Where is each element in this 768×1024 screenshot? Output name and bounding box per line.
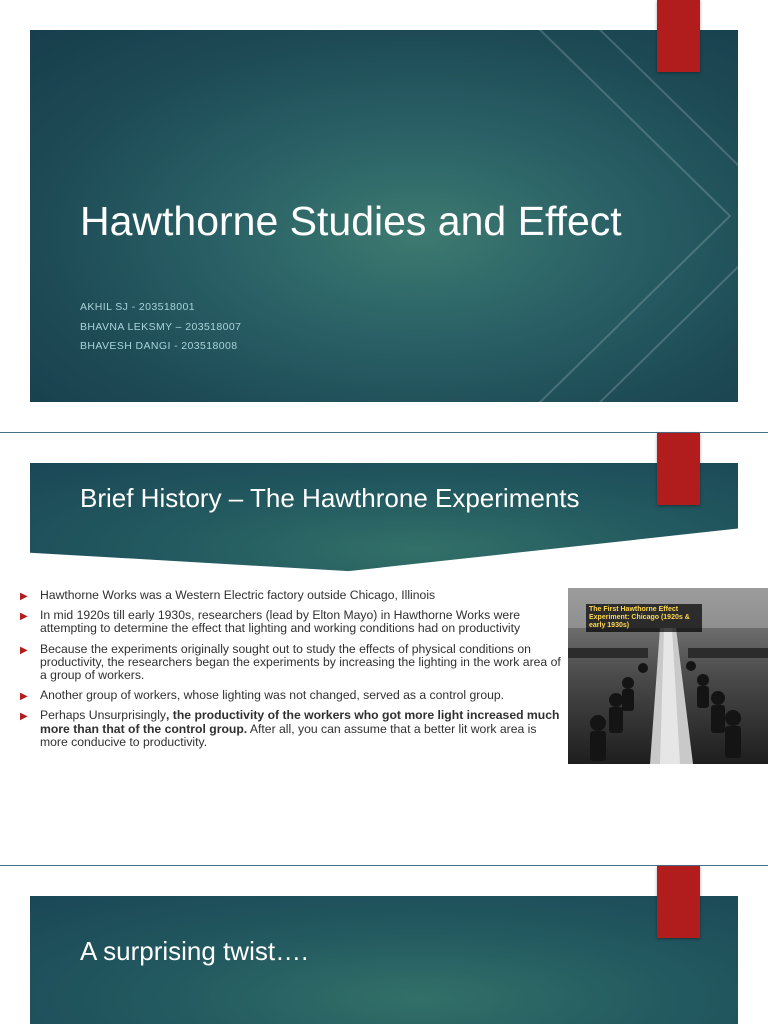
bullet-text: Hawthorne Works was a Western Electric factory outside Chicago, Illinois xyxy=(40,588,436,602)
author-line: BHAVESH DANGI - 203518008 xyxy=(80,340,238,352)
list-item xyxy=(20,689,565,702)
list-item xyxy=(20,709,565,749)
triangle-bullet-icon: ▶ xyxy=(20,591,28,602)
photo-caption: The First Hawthorne Effect Experiment: Chicago (1920s & early 1930s) xyxy=(586,604,702,632)
bullet-text: In mid 1920s till early 1930s, researchers (lead by Elton Mayo) in Hawthorne Works were attempting to determine the effect that lighting and working conditions had on productivity xyxy=(40,608,521,636)
triangle-bullet-icon: ▶ xyxy=(20,611,28,623)
slide-history xyxy=(0,433,768,865)
author-line: BHAVNA LEKSMY – 203518007 xyxy=(80,320,242,333)
red-tab xyxy=(657,0,700,72)
triangle-bullet-icon: ▶ xyxy=(20,691,28,703)
author-line: AKHIL SJ - 203518001 xyxy=(80,301,196,313)
list-item xyxy=(20,589,565,602)
triangle-bullet-icon: ▶ xyxy=(20,711,28,723)
bullet-text-pre: Perhaps Unsurprisingly xyxy=(40,708,166,723)
slide-title-text: Hawthorne Studies and Effect xyxy=(80,198,622,244)
slide-heading: Brief History – The Hawthrone Experiments xyxy=(80,483,580,513)
bullet-text: Because the experiments originally sought out to study the effects of physical conditions on productivity, the researchers began the experiments by increasing the lighting in the work area of a group of workers. xyxy=(40,641,561,683)
slide-title xyxy=(0,0,768,432)
author-list xyxy=(80,298,241,357)
slide-heading: A surprising twist…. xyxy=(80,936,309,966)
red-tab xyxy=(657,433,700,505)
bullet-text-post: After all, you can assume that a better lit work area is more conducive to productivity. xyxy=(40,721,537,749)
bullet-text-bold: , the productivity of the workers who got more light increased much more than that of the control group. xyxy=(40,708,560,736)
bullet-list xyxy=(20,589,565,756)
list-item xyxy=(20,643,565,683)
slide-twist xyxy=(0,866,768,1024)
red-tab xyxy=(657,866,700,938)
factory-photo xyxy=(568,588,768,764)
bullet-text: Another group of workers, whose lighting was not changed, served as a control group. xyxy=(40,688,505,703)
list-item xyxy=(20,609,565,635)
triangle-bullet-icon: ▶ xyxy=(20,644,28,656)
